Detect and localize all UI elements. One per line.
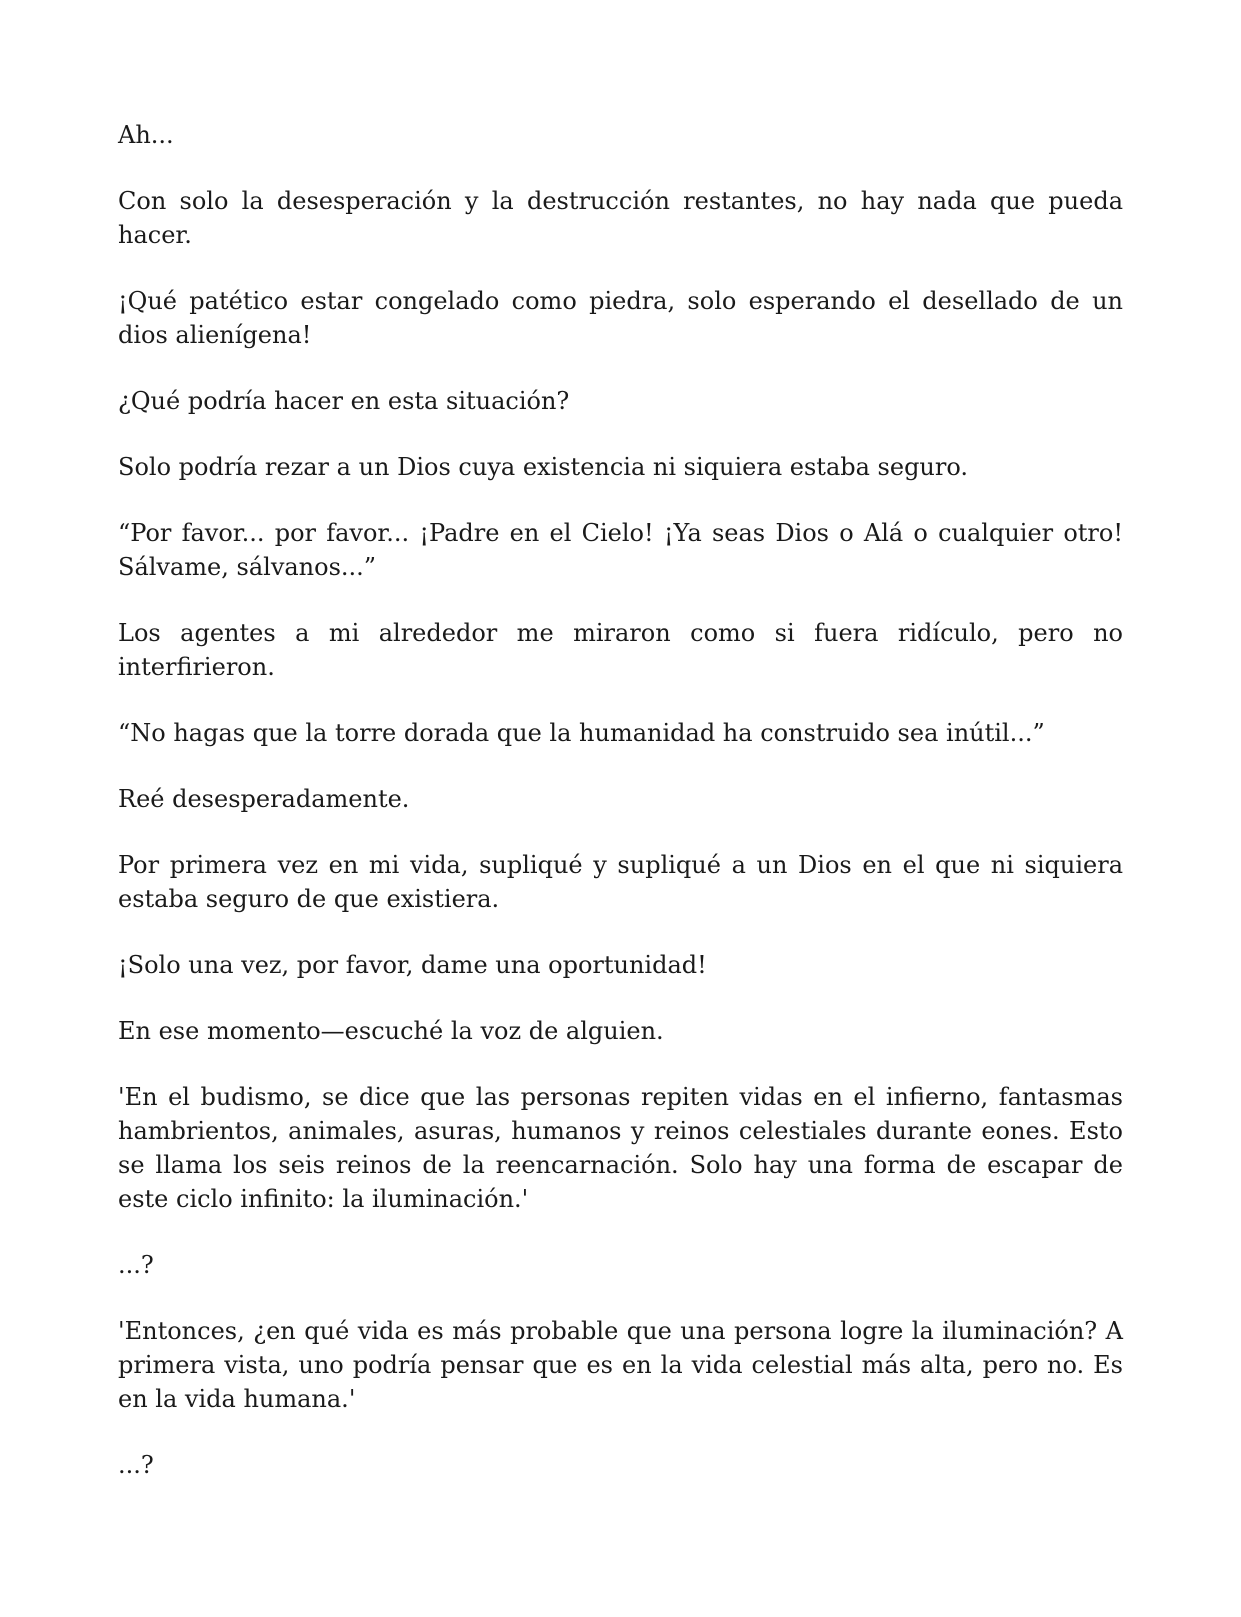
paragraph: ¿Qué podría hacer en esta situación? <box>118 387 570 415</box>
document-body <box>118 118 1123 1482</box>
paragraph: “No hagas que la torre dorada que la humanidad ha construido sea inútil...” <box>118 719 1045 747</box>
paragraph: ¡Solo una vez, por favor, dame una oportunidad! <box>118 951 707 979</box>
paragraph: Ah... <box>118 121 174 149</box>
paragraph: Reé desesperadamente. <box>118 785 410 813</box>
paragraph: Los agentes a mi alrededor me miraron como si fuera ridículo, pero no interfirieron. <box>118 619 1123 681</box>
paragraph: ¡Qué patético estar congelado como piedra, solo esperando el desellado de un dios alienígena! <box>118 287 1123 349</box>
paragraph: Solo podría rezar a un Dios cuya existencia ni siquiera estaba seguro. <box>118 453 969 481</box>
paragraph: Por primera vez en mi vida, supliqué y supliqué a un Dios en el que ni siquiera estaba seguro de que existiera. <box>118 851 1123 913</box>
paragraph: ...? <box>118 1451 154 1479</box>
paragraph: 'Entonces, ¿en qué vida es más probable que una persona logre la iluminación? A primera vista, uno podría pensar que es en la vida celestial más alta, pero no. Es en la vida humana.' <box>118 1317 1123 1413</box>
paragraph: Con solo la desesperación y la destrucción restantes, no hay nada que pueda hacer. <box>118 187 1123 249</box>
paragraph: 'En el budismo, se dice que las personas repiten vidas en el infierno, fantasmas hambrientos, animales, asuras, humanos y reinos celestiales durante eones. Esto se llama los seis reinos de la reencarnación. Solo hay una forma de escapar de este ciclo infinito: la iluminación.' <box>118 1083 1123 1213</box>
paragraph: En ese momento—escuché la voz de alguien. <box>118 1017 664 1045</box>
paragraph: “Por favor... por favor... ¡Padre en el Cielo! ¡Ya seas Dios o Alá o cualquier otro! Sálvame, sálvanos...” <box>118 519 1123 581</box>
paragraph: ...? <box>118 1251 154 1279</box>
